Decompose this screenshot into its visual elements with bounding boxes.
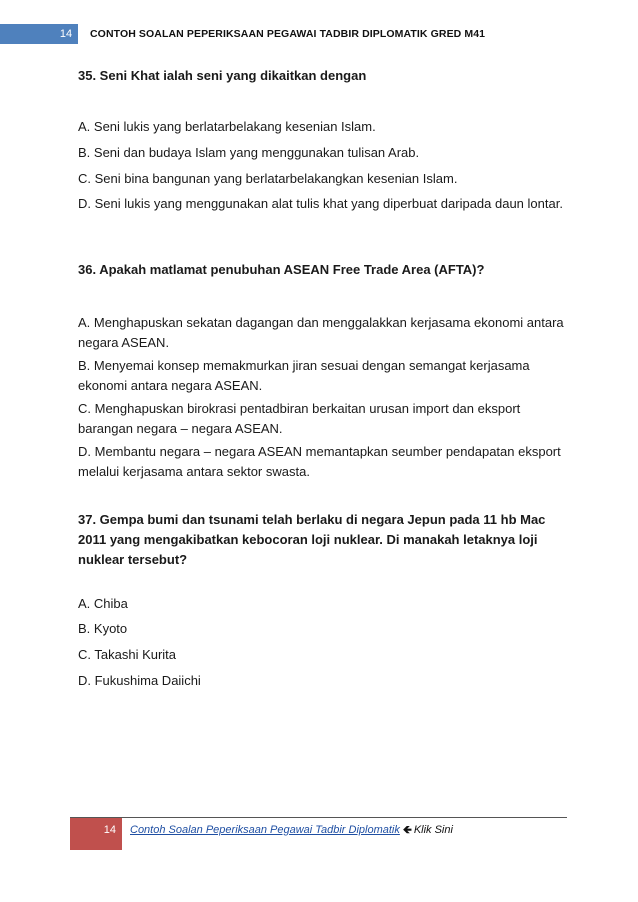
page-header <box>0 24 638 44</box>
question-35-option-a: A. Seni lukis yang berlatarbelakang kesenian Islam. <box>78 119 376 134</box>
question-36-option-c: C. Menghapuskan birokrasi pentadbiran berkaitan urusan import dan eksport barangan negara – negara ASEAN. <box>78 401 521 436</box>
footer-divider <box>70 817 567 818</box>
question-37-option-d: D. Fukushima Daiichi <box>78 673 201 688</box>
header-title: CONTOH SOALAN PEPERIKSAAN PEGAWAI TADBIR DIPLOMATIK GRED M41 <box>90 28 486 40</box>
arrow-left-icon: 🡸 <box>402 824 412 836</box>
header-page-number: 14 <box>0 24 78 44</box>
footer-page-number: 14 <box>70 818 122 850</box>
question-35-option-c: C. Seni bina bangunan yang berlatarbelakangkan kesenian Islam. <box>78 171 458 186</box>
footer-link-row <box>130 823 453 837</box>
question-37-option-b: B. Kyoto <box>78 621 128 636</box>
question-37: 37. Gempa bumi dan tsunami telah berlaku di negara Jepun pada 11 hb Mac 2011 yang mengakibatkan kebocoran loji nuklear. Di manakah letaknya loji nuklear tersebut? <box>78 512 546 567</box>
question-36-option-d: D. Membantu negara – negara ASEAN memantapkan seumber pendapatan eksport melalui kerjasama antara sektor swasta. <box>78 444 561 479</box>
footer-link[interactable]: Contoh Soalan Peperiksaan Pegawai Tadbir Diplomatik <box>130 824 400 836</box>
question-35-option-d: D. Seni lukis yang menggunakan alat tulis khat yang diperbuat daripada daun lontar. <box>78 196 563 211</box>
klik-sini-text[interactable]: Klik Sini <box>413 824 453 836</box>
question-37-option-c: C. Takashi Kurita <box>78 647 177 662</box>
question-35-option-b: B. Seni dan budaya Islam yang menggunakan tulisan Arab. <box>78 145 420 160</box>
question-36-option-a: A. Menghapuskan sekatan dagangan dan menggalakkan kerjasama ekonomi antara negara ASEAN. <box>78 315 564 350</box>
question-37-option-a: A. Chiba <box>78 596 128 611</box>
question-36: 36. Apakah matlamat penubuhan ASEAN Free Trade Area (AFTA)? <box>78 262 485 277</box>
question-35: 35. Seni Khat ialah seni yang dikaitkan dengan <box>78 68 367 83</box>
question-36-option-b: B. Menyemai konsep memakmurkan jiran sesuai dengan semangat kerjasama ekonomi antara negara ASEAN. <box>78 358 530 393</box>
